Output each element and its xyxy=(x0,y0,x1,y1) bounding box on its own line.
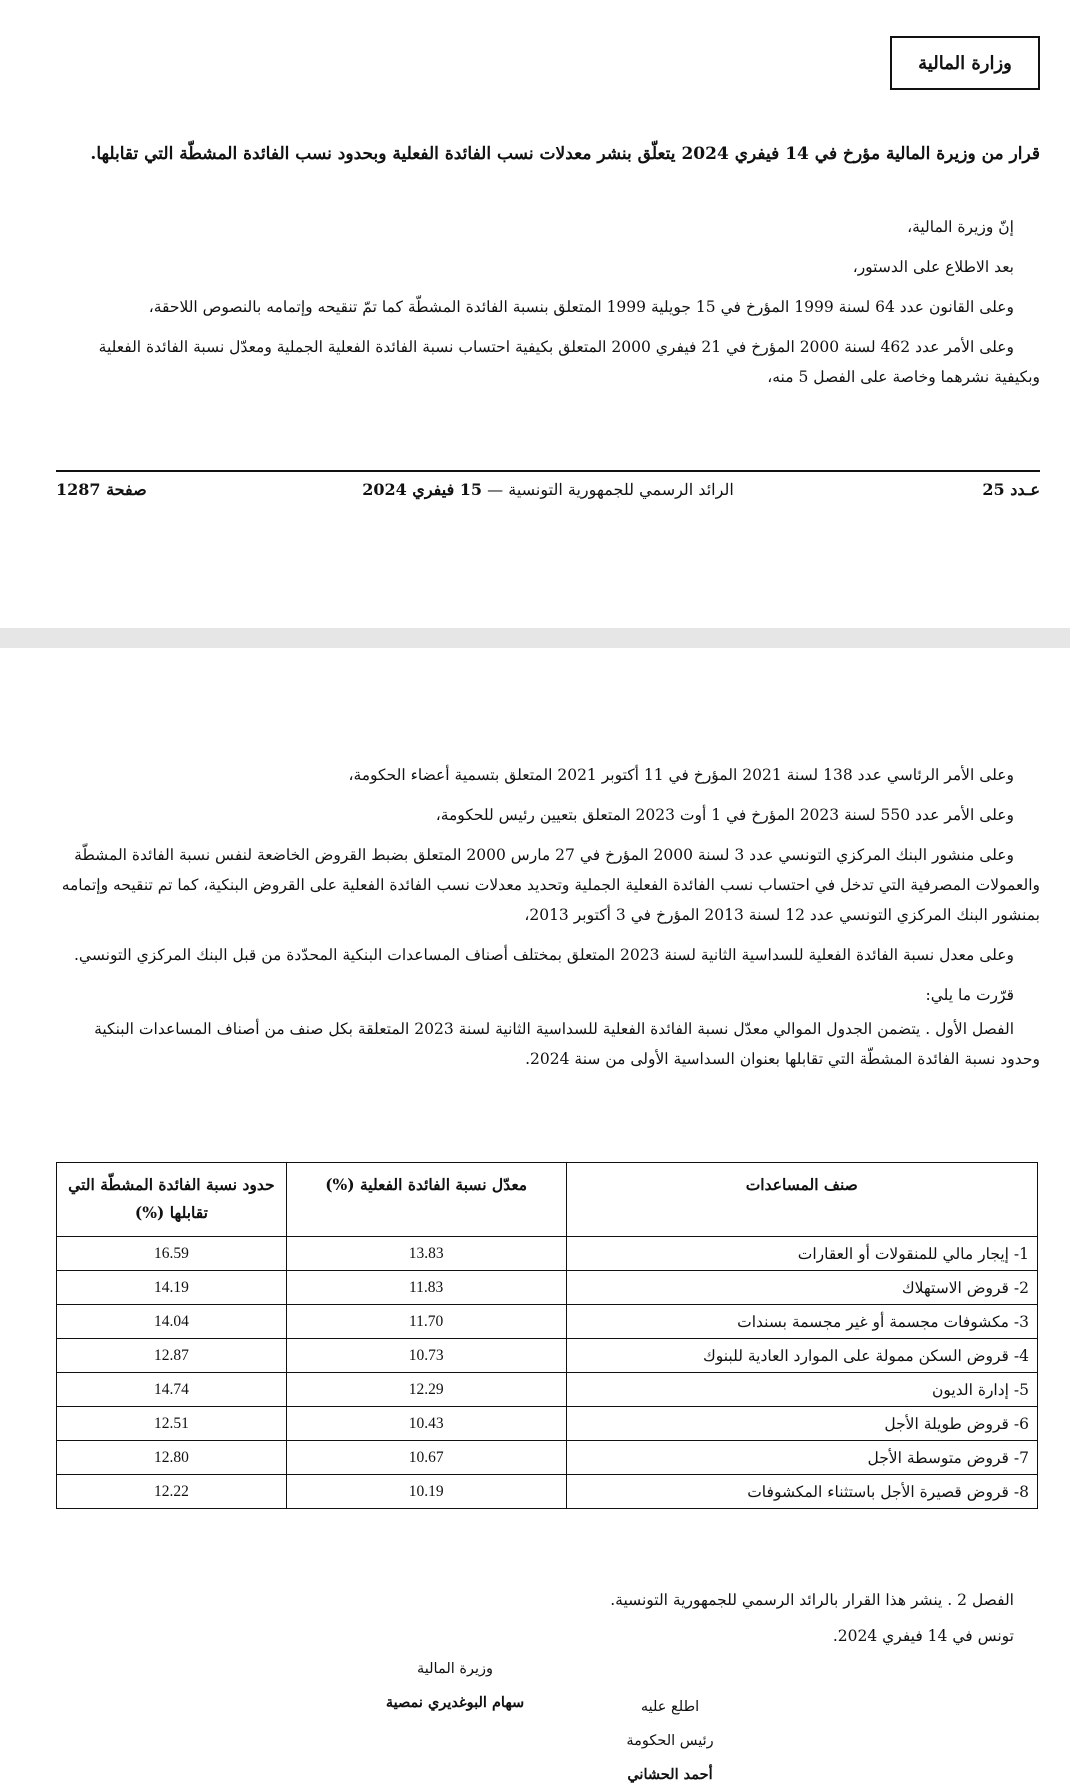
header-effective-rate: معدّل نسبة الفائدة الفعلية (%) xyxy=(286,1163,566,1237)
preamble-part-2 xyxy=(56,760,1040,1084)
table-row xyxy=(57,1339,1038,1373)
category-cell: 2- قروض الاستهلاك xyxy=(566,1271,1038,1305)
minister-title: وزيرة المالية xyxy=(416,1661,494,1677)
seen-by-label: اطلع عليه xyxy=(640,1699,700,1715)
article-2: الفصل 2 . ينشر هذا القرار بالرائد الرسمي للجمهورية التونسية. xyxy=(610,1591,1014,1609)
interest-rates-table xyxy=(56,1162,1038,1509)
table-row xyxy=(57,1271,1038,1305)
table-row xyxy=(57,1305,1038,1339)
table-row xyxy=(57,1475,1038,1509)
category-cell: 3- مكشوفات مجسمة أو غير مجسمة بسندات xyxy=(566,1305,1038,1339)
category-cell: 7- قروض متوسطة الأجل xyxy=(566,1441,1038,1475)
pm-name: أحمد الحشاني xyxy=(627,1766,713,1783)
limit-cell: 14.04 xyxy=(57,1305,287,1339)
decree-title: قرار من وزيرة المالية مؤرخ في 14 فيفري 2024 يتعلّق بنشر معدلات نسب الفائدة الفعلية وبحدود نسب الفائدة المشطّة التي تقابلها. xyxy=(90,144,1040,164)
rate-cell: 10.43 xyxy=(286,1407,566,1441)
ministry-name: وزارة المالية xyxy=(918,52,1012,74)
preamble-paragraph: بعد الاطلاع على الدستور، xyxy=(852,258,1014,276)
rate-cell: 10.67 xyxy=(286,1441,566,1475)
limit-cell: 14.19 xyxy=(57,1271,287,1305)
rate-cell: 11.83 xyxy=(286,1271,566,1305)
rate-cell: 10.73 xyxy=(286,1339,566,1373)
gazette-page-1287 xyxy=(0,0,1070,628)
page-separator xyxy=(0,628,1070,648)
decision-heading: قرّرت ما يلي: xyxy=(925,986,1014,1004)
limit-cell: 12.51 xyxy=(57,1407,287,1441)
page-footer xyxy=(56,480,1040,510)
table-header-row xyxy=(57,1163,1038,1237)
rate-cell: 12.29 xyxy=(286,1373,566,1407)
category-cell: 5- إدارة الديون xyxy=(566,1373,1038,1407)
minister-name: سهام البوغديري نمصية xyxy=(385,1694,525,1711)
limit-cell: 12.87 xyxy=(57,1339,287,1373)
pm-title: رئيس الحكومة xyxy=(626,1733,714,1749)
category-cell: 8- قروض قصيرة الأجل باستثناء المكشوفات xyxy=(566,1475,1038,1509)
header-category: صنف المساعدات xyxy=(566,1163,1038,1237)
closing-section xyxy=(56,1582,1040,1654)
rate-cell: 11.70 xyxy=(286,1305,566,1339)
header-usury-limit: حدود نسبة الفائدة المشطّة التي تقابلها (%) xyxy=(57,1163,287,1237)
preamble-paragraph: وعلى الأمر الرئاسي عدد 138 لسنة 2021 المؤرخ في 11 أكتوبر 2021 المتعلق بتسمية أعضاء الحكومة، xyxy=(348,766,1014,784)
preamble-paragraph: وعلى منشور البنك المركزي التونسي عدد 3 لسنة 2000 المؤرخ في 27 مارس 2000 المتعلق بضبط القروض الخاضعة لنفس نسبة الفائدة المشطّة والعمولات المصرفية التي تدخل في احتساب نسب الفائدة الفعلية الجملية وتحديد معدلات نسب الفائدة الفعلية على القروض البنكية، كما تم تنقيحه وإتمامه بمنشور البنك المركزي التونسي عدد 12 لسنة 2013 المؤرخ في 3 أكتوبر 2013، xyxy=(61,846,1040,924)
preamble-paragraph: وعلى القانون عدد 64 لسنة 1999 المؤرخ في 15 جويلية 1999 المتعلق بنسبة الفائدة المشطّة كما تمّ تنقيحه وإتمامه بالنصوص اللاحقة، xyxy=(148,298,1014,316)
pm-signature-block xyxy=(560,1690,780,1792)
limit-cell: 16.59 xyxy=(57,1237,287,1271)
preamble-paragraph: وعلى معدل نسبة الفائدة الفعلية للسداسية الثانية لسنة 2023 المتعلق بمختلف أصناف المساعدات البنكية المحدّدة من قبل البنك المركزي التونسي. xyxy=(73,946,1014,964)
preamble-paragraph: إنّ وزيرة المالية، xyxy=(907,218,1014,236)
table-row xyxy=(57,1237,1038,1271)
issue-number: عـدد 25 xyxy=(982,480,1040,499)
article-1: الفصل الأول . يتضمن الجدول الموالي معدّل نسبة الفائدة الفعلية للسداسية الثانية لسنة 2023 المتعلقة بكل صنف من أصناف المساعدات البنكية وحدود نسبة الفائدة المشطّة التي تقابلها بعنوان السداسية الأولى من سنة 2024. xyxy=(94,1020,1040,1068)
gazette-date: 15 فيفري 2024 xyxy=(362,480,483,499)
gazette-page-1288 xyxy=(0,648,1070,1789)
preamble-part-1 xyxy=(56,212,1040,402)
rate-cell: 10.19 xyxy=(286,1475,566,1509)
rate-cell: 13.83 xyxy=(286,1237,566,1271)
limit-cell: 12.80 xyxy=(57,1441,287,1475)
table-row xyxy=(57,1407,1038,1441)
category-cell: 1- إيجار مالي للمنقولات أو العقارات xyxy=(566,1237,1038,1271)
ministry-header-box xyxy=(890,36,1040,90)
preamble-paragraph: وعلى الأمر عدد 550 لسنة 2023 المؤرخ في 1 أوت 2023 المتعلق بتعيين رئيس للحكومة، xyxy=(435,806,1014,824)
footer-divider xyxy=(56,470,1040,472)
preamble-paragraph: وعلى الأمر عدد 462 لسنة 2000 المؤرخ في 21 فيفري 2000 المتعلق بكيفية احتساب نسبة الفائدة الفعلية الجملية ومعدّل نسبة الفائدة الفعلية وبكيفية نشرهما وخاصة على الفصل 5 منه، xyxy=(98,338,1040,386)
gazette-name: الرائد الرسمي للجمهورية التونسية — xyxy=(482,480,734,499)
category-cell: 4- قروض السكن ممولة على الموارد العادية للبنوك xyxy=(566,1339,1038,1373)
limit-cell: 14.74 xyxy=(57,1373,287,1407)
table-row xyxy=(57,1373,1038,1407)
page-number: صفحة 1287 xyxy=(56,480,147,499)
table-row xyxy=(57,1441,1038,1475)
limit-cell: 12.22 xyxy=(57,1475,287,1509)
place-and-date: تونس في 14 فيفري 2024. xyxy=(832,1627,1014,1645)
minister-signature-block xyxy=(340,1652,570,1720)
category-cell: 6- قروض طويلة الأجل xyxy=(566,1407,1038,1441)
gazette-title xyxy=(56,480,1040,499)
